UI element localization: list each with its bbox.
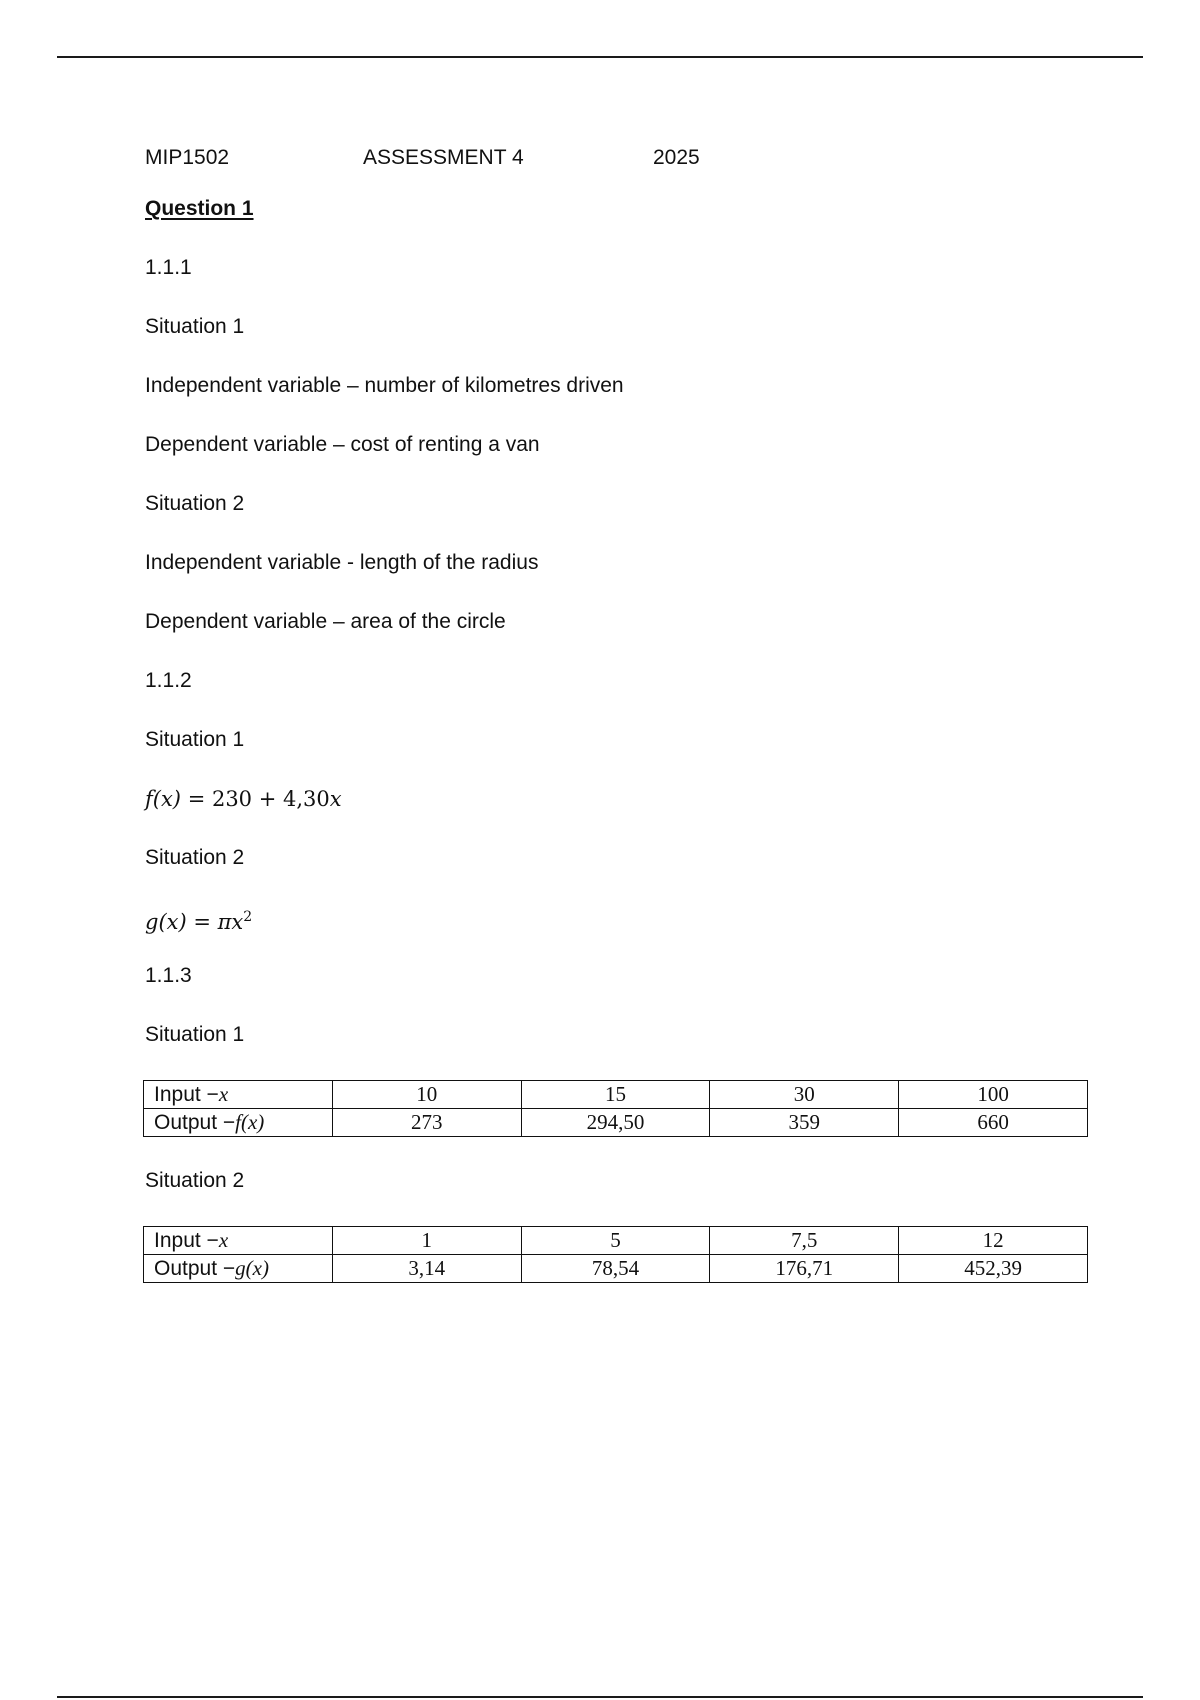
sit2-dependent-variable: Dependent variable – area of the circle xyxy=(145,610,506,633)
formula-f xyxy=(145,785,1095,813)
sit1-independent-variable: Independent variable – number of kilometres driven xyxy=(145,374,624,397)
formula-g-exponent: 2 xyxy=(243,909,253,925)
table-situation-2 xyxy=(143,1226,1088,1283)
formula-f-lhs: f(x) xyxy=(145,787,182,811)
bottom-rule xyxy=(57,1696,1143,1698)
sit2-independent-variable: Independent variable - length of the radius xyxy=(145,551,539,574)
input-variable: x xyxy=(218,1082,229,1106)
top-rule xyxy=(57,56,1143,58)
table-cell: 1 xyxy=(332,1227,521,1255)
document-body xyxy=(145,140,1095,1313)
table-cell: 10 xyxy=(332,1081,521,1109)
input-label-cell xyxy=(144,1081,333,1109)
situation-1-label: Situation 1 xyxy=(145,1023,245,1046)
table-cell: 15 xyxy=(521,1081,710,1109)
output-function: f(x) xyxy=(235,1110,265,1134)
table-cell: 30 xyxy=(710,1081,899,1109)
table-cell: 359 xyxy=(710,1109,899,1137)
question-heading: Question 1 xyxy=(145,197,254,220)
section-1-1-2: 1.1.2 xyxy=(145,669,192,692)
input-label-cell xyxy=(144,1227,333,1255)
output-label-cell xyxy=(144,1255,333,1283)
situation-1-label: Situation 1 xyxy=(145,728,245,751)
situation-2-label: Situation 2 xyxy=(145,492,245,515)
formula-g xyxy=(145,903,1095,934)
input-variable: x xyxy=(218,1228,229,1252)
output-label: Output − xyxy=(154,1111,236,1134)
table-row-input xyxy=(144,1081,1088,1109)
situation-2-label: Situation 2 xyxy=(145,846,245,869)
output-label-cell xyxy=(144,1109,333,1137)
table-situation-1 xyxy=(143,1080,1088,1137)
formula-f-variable: x xyxy=(329,787,342,811)
table-cell: 3,14 xyxy=(332,1255,521,1283)
table-cell: 100 xyxy=(899,1081,1088,1109)
section-1-1-3: 1.1.3 xyxy=(145,964,192,987)
situation-1-label: Situation 1 xyxy=(145,315,245,338)
table-cell: 176,71 xyxy=(710,1255,899,1283)
section-1-1-1: 1.1.1 xyxy=(145,256,192,279)
document-header xyxy=(145,140,1095,184)
input-label: Input − xyxy=(154,1229,219,1252)
table-cell: 78,54 xyxy=(521,1255,710,1283)
formula-g-lhs: g(x) xyxy=(145,910,187,934)
output-label: Output − xyxy=(154,1257,236,1280)
table-cell: 273 xyxy=(332,1109,521,1137)
assessment-title: ASSESSMENT 4 xyxy=(363,146,524,169)
table-row-input xyxy=(144,1227,1088,1255)
table-cell: 12 xyxy=(899,1227,1088,1255)
situation-2-label: Situation 2 xyxy=(145,1169,245,1192)
table-row-output xyxy=(144,1109,1088,1137)
table-row-output xyxy=(144,1255,1088,1283)
table-cell: 7,5 xyxy=(710,1227,899,1255)
module-code: MIP1502 xyxy=(145,146,230,169)
table-cell: 660 xyxy=(899,1109,1088,1137)
formula-g-rhs: = πx xyxy=(186,910,244,934)
sit1-dependent-variable: Dependent variable – cost of renting a van xyxy=(145,433,540,456)
input-label: Input − xyxy=(154,1083,219,1106)
output-function: g(x) xyxy=(235,1256,269,1280)
assessment-year: 2025 xyxy=(653,146,700,169)
table-cell: 294,50 xyxy=(521,1109,710,1137)
table-cell: 452,39 xyxy=(899,1255,1088,1283)
formula-f-rhs: = 230 + 4,30 xyxy=(181,787,330,811)
table-cell: 5 xyxy=(521,1227,710,1255)
